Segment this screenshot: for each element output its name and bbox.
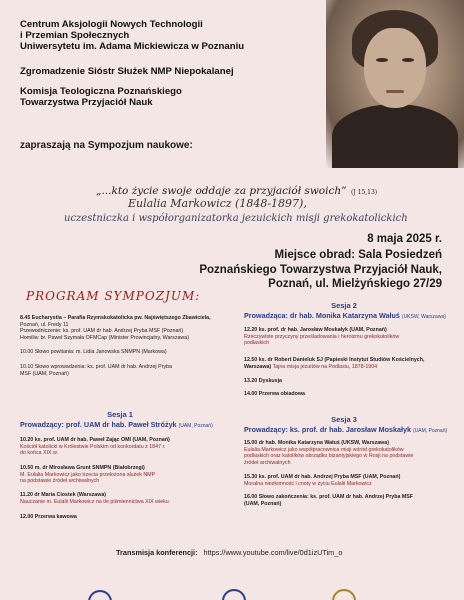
session-3-item-3	[244, 494, 458, 507]
session-3-leader-name: Prowadzący: ks. prof. dr hab. Jarosław Moskałyk	[244, 425, 411, 434]
session-1-item-2-head: 10.50 m. dr Mirosława Grunt SNMPN (Białobrzegi)	[20, 465, 145, 471]
session-1-item-4	[20, 514, 77, 521]
session-1-item-3-head: 11.20 dr Maria Ciostek (Warszawa)	[20, 492, 107, 498]
opening-3-line-1: 10.10 Słowo wprowadzenia: ks. prof. UAM dr hab. Andrzej Pryba	[20, 364, 172, 370]
session-3-item-1-desc-3: źródeł archiwalnych	[244, 459, 291, 466]
program-title: PROGRAM SYMPOZJUM:	[26, 289, 201, 303]
session-1-item-2-desc-1: M. Eulalia Markowicz jako trzecia przełożona służek NMP	[20, 471, 156, 478]
venue-line-1: Miejsce obrad: Sala Posiedzeń	[274, 249, 442, 261]
session-2-item-1-desc-2: podlaskich	[244, 340, 270, 347]
logo-center-icon	[222, 589, 246, 600]
quote-text: „...kto życie swoje oddaje za przyjaciół swoich”	[96, 185, 347, 197]
session-3-item-1	[244, 440, 458, 466]
session-2-item-1-head: 12.20 ks. prof. dr hab. Jarosław Moskałyk (UAM, Poznań)	[244, 327, 387, 333]
session-3-item-2-desc-1: Moralna niezłomność i cnoty w życiu Eulalii Markowicz	[244, 480, 372, 487]
opening-1-line-1: 8.45 Eucharystia – Parafia Rzymskokatolicka pw. Najświętszego Zbawiciela,	[20, 315, 211, 321]
session-2-item-4-head: 14.00 Przerwa obiadowa	[244, 391, 305, 397]
session-3-item-1-desc-1: Eulalia Markowicz jako współpracownica misji wśród grekokatolików	[244, 446, 404, 453]
session-1-item-4-head: 12.00 Przerwa kawowa	[20, 514, 77, 520]
session-2-item-1	[244, 327, 454, 347]
stream-label: Transmisja konferencji:	[116, 548, 198, 557]
organizer-line-4: Zgromadzenie Sióstr Służek NMP Niepokalanej	[20, 66, 234, 77]
session-1-leader-name: Prowadzący: prof. UAM dr hab. Paweł Stróżyk	[20, 420, 177, 429]
session-2-item-1-desc-1: Rzeczywiste przyczyny prześladowania i heroizmu grekokatolików	[244, 333, 400, 340]
session-1-item-2-desc-2: na podstawie źródeł archiwalnych	[20, 478, 100, 485]
session-2-item-4	[244, 391, 305, 398]
session-2-item-3	[244, 378, 282, 385]
session-3-item-1-head: 15.00 dr hab. Monika Katarzyna Wałuś (UKSW, Warszawa)	[244, 440, 390, 446]
session-3-leader	[244, 425, 447, 434]
venue	[199, 248, 442, 292]
session-2-item-2	[244, 357, 458, 370]
stream-line	[116, 548, 342, 557]
session-1-item-1-desc-1: Kościół katolicki w Królestwie Polskim od konkordatu z 1847 r.	[20, 443, 166, 450]
opening-item-1	[20, 315, 240, 341]
logo-right-icon	[332, 589, 356, 600]
session-3-item-2-head: 15.30 ks. prof. UAM dr hab. Andrzej Pryba MSF (UAM, Poznań)	[244, 474, 401, 480]
opening-1-line-2: Poznań, ul. Fredy 11	[20, 321, 69, 328]
opening-3-line-2: MSF (UAM, Poznań)	[20, 370, 69, 377]
quote-reference: (J 15,13)	[350, 189, 378, 196]
session-3-leader-affiliation: (UAM, Poznań)	[412, 428, 448, 434]
logo-left-icon	[88, 590, 112, 600]
subject-name: Eulalia Markowicz (1848-1897),	[128, 197, 307, 210]
session-1-title: Sesja 1	[107, 410, 133, 419]
stream-link[interactable]: https://www.youtube.com/live/0d1izUTim_o	[203, 548, 343, 557]
invite-text: zapraszają na Sympozjum naukowe:	[20, 140, 193, 151]
session-1-item-2	[20, 465, 235, 485]
session-2-item-2-head2: Warszawa)	[244, 363, 272, 370]
venue-line-2: Poznańskiego Towarzystwa Przyjaciół Nauk,	[199, 263, 442, 276]
session-1-leader	[20, 420, 213, 429]
organizer-line-5: Komisja Teologiczna Poznańskiego	[20, 86, 182, 97]
venue-line-3: Poznań, ul. Mielżyńskiego 27/29	[268, 278, 442, 290]
session-2-item-3-head: 13.20 Dyskusja	[244, 378, 282, 384]
session-3-title: Sesja 3	[331, 415, 357, 424]
session-2-leader	[244, 311, 446, 320]
session-2-leader-name: Prowadząca: dr hab. Monika Katarzyna Wałuś	[244, 311, 400, 320]
opening-1-line-3: Przewodniczenie: ks. prof. UAM dr hab. Andrzej Pryba MSF (Poznań)	[20, 328, 184, 335]
organizer-line-3: Uniwersytetu im. Adama Mickiewicza w Poznaniu	[20, 41, 245, 52]
organizer-line-2: i Przemian Społecznych	[20, 30, 130, 41]
session-1-item-3-desc-1: Nauczanie m. Eulalii Markowicz na tle piśmiennictwa XIX wieku	[20, 498, 169, 505]
opening-1-line-4: Homilia: br. Paweł Szymała OFMCap (Minister Prowincjalny, Warszawa)	[20, 334, 189, 341]
organizer-line-6: Towarzystwa Przyjaciół Nauk	[20, 97, 153, 108]
session-2-title: Sesja 2	[331, 301, 357, 310]
session-1-item-1	[20, 437, 235, 457]
opening-item-2	[20, 349, 240, 356]
session-3-item-3-head2: (UAM, Poznań)	[244, 500, 282, 507]
session-2-leader-affiliation: (UKSW, Warszawa)	[401, 314, 446, 320]
session-2-item-2-head: 12.50 ks. dr Robert Danieluk SJ (Papieski Instytut Studiów Kościelnych,	[244, 357, 425, 363]
session-1-item-3	[20, 492, 235, 505]
opening-item-3	[20, 364, 240, 377]
portrait-image	[326, 0, 464, 168]
session-1-item-1-head: 10.20 ks. prof. UAM dr hab. Paweł Zając OMI (UAM, Poznań)	[20, 437, 170, 443]
session-3-item-3-head: 16.00 Słowo zakończenia: ks. prof. UAM dr hab. Andrzej Pryba MSF	[244, 494, 414, 500]
session-2-item-2-desc: Tajna misja jezuitów na Podlasiu, 1878-1904	[272, 363, 378, 370]
subject-role: uczestniczka i współorganizatorka jezuickich misji grekokatolickich	[64, 213, 408, 224]
opening-2-line-1: 10.00 Słowo powitania: m. Lidia Janowska SNMPN (Markowa)	[20, 349, 167, 355]
session-3-item-2	[244, 474, 458, 487]
session-3-item-1-desc-2: podlaskich oraz katolików obrządku bizantyjskiego w Rosji na podstawie	[244, 453, 414, 460]
session-1-item-1-desc-2: do końca XIX w.	[20, 450, 58, 457]
event-date: 8 maja 2025 r.	[367, 233, 442, 245]
session-1-leader-affiliation: (UAM, Poznań)	[178, 423, 213, 429]
organizer-line-1: Centrum Aksjologii Nowych Technologii	[20, 19, 203, 30]
